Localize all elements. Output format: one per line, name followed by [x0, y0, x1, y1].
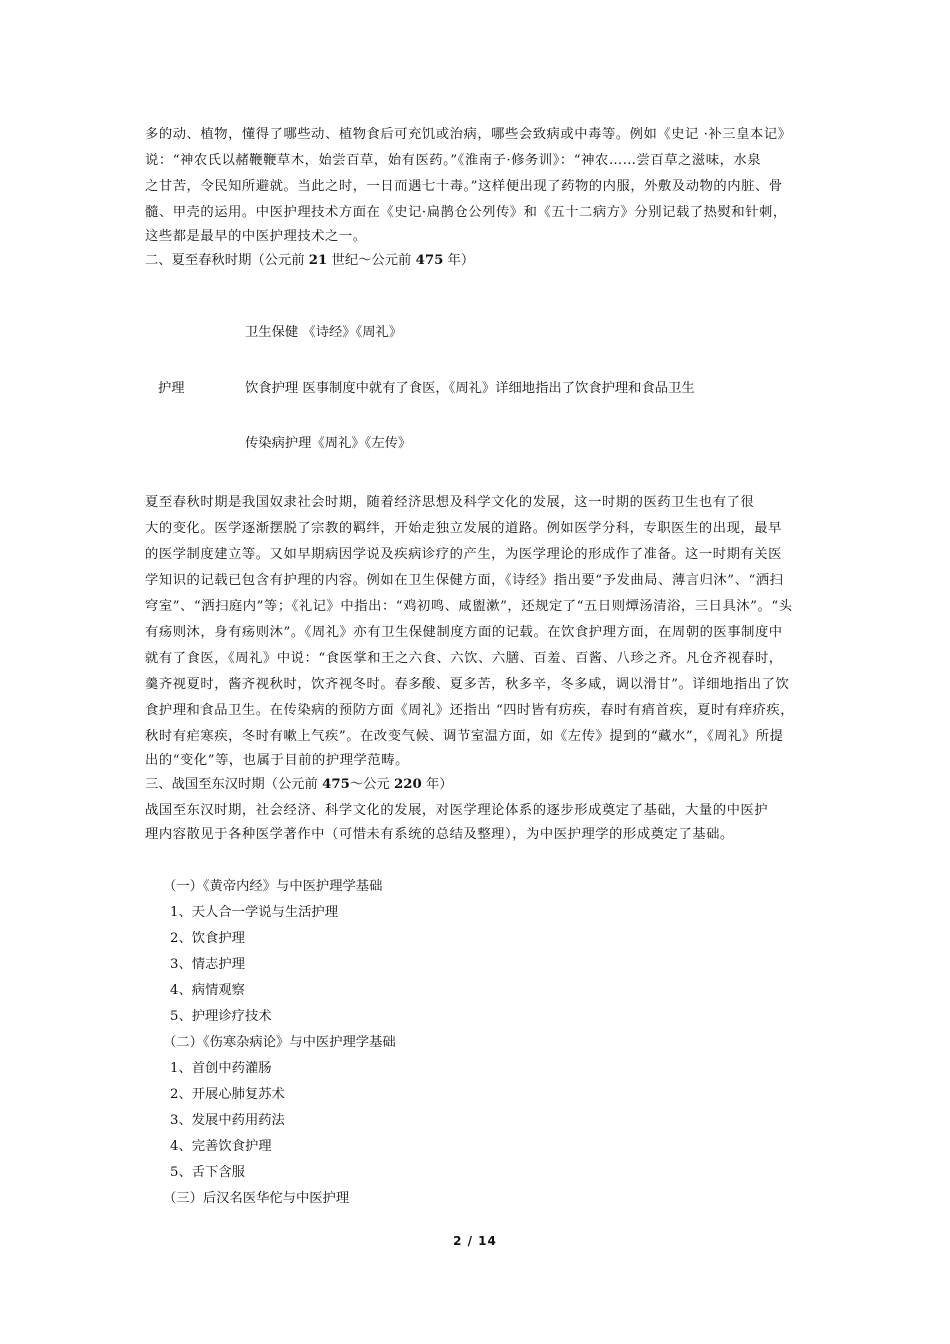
- paragraph-line: 有疡则沐，身有疡则沐”。《周礼》亦有卫生保健制度方面的记载。在饮食护理方面，在周朝的医事制度中: [145, 625, 783, 640]
- list-item: 3、情志护理: [170, 957, 245, 972]
- list-item: 2、饮食护理: [170, 931, 245, 946]
- subsection-heading: （一）《黄帝内经》与中医护理学基础: [163, 879, 383, 894]
- paragraph-line: 穹室”、“洒扫庭内”等；《礼记》中指出：“鸡初鸣、咸盥漱”，还规定了“五日则燂汤清浴，三日具沐”。“头: [145, 599, 793, 614]
- list-item: 1、首创中药灌肠: [170, 1061, 272, 1076]
- paragraph-line: 学知识的记载已包含有护理的内容。例如在卫生保健方面，《诗经》指出要“予发曲局、薄言归沐”、“洒扫: [145, 573, 784, 588]
- paragraph-line: 之甘苦，令民知所避就。当此之时，一日而遇七十毒。”这样便出现了药物的内服，外敷及动物的内脏、骨: [145, 179, 783, 194]
- paragraph-line: 髓、甲壳的运用。中医护理技术方面在《史记·扁鹊仓公列传》和《五十二病方》分别记载了热熨和针刺，: [145, 205, 787, 220]
- paragraph-line: 羹齐视夏时，酱齐视秋时，饮齐视冬时。春多酸、夏多苦，秋多辛，冬多咸，调以滑甘”。详细地指出了饮: [145, 677, 790, 692]
- paragraph-line: 多的动、植物，懂得了哪些动、植物食后可充饥或治病，哪些会致病或中毒等。例如《史记 ·补三皇本记》: [145, 127, 792, 142]
- outline-item: 传染病护理《周礼》《左传》: [245, 436, 412, 451]
- paragraph-line: 就有了食医，《周礼》中说：“食医掌和王之六食、六饮、六膳、百羞、百酱、八珍之齐。凡仓齐视春时，: [145, 651, 783, 666]
- subsection-heading: （三）后汉名医华佗与中医护理: [163, 1191, 350, 1206]
- outline-item: 饮食护理 医事制度中就有了食医，《周礼》详细地指出了饮食护理和食品卫生: [245, 381, 695, 396]
- paragraph-line: 夏至春秋时期是我国奴隶社会时期，随着经济思想及科学文化的发展，这一时期的医药卫生也有了很: [145, 495, 755, 510]
- list-item: 3、发展中药用药法: [170, 1113, 285, 1128]
- list-item: 4、病情观察: [170, 983, 245, 998]
- paragraph-line: 秋时有疟寒疾，冬时有嗽上气疾”。在改变气候、调节室温方面，如《左传》提到的“藏水”，《周礼》所提: [145, 729, 784, 744]
- paragraph-line: 说：“神农氏以赭鞭鞭草木，始尝百草，始有医药。”《淮南子·修务训》：“神农……尝百草之滋味，水泉: [145, 153, 762, 168]
- paragraph-line: 出的“变化”等，也属于目前的护理学范畴。: [145, 753, 409, 768]
- paragraph-line: 大的变化。医学逐渐摆脱了宗教的羁绊，开始走独立发展的道路。例如医学分科，专职医生的出现，最早: [145, 521, 782, 536]
- outline-label: 护理: [158, 381, 185, 396]
- paragraph-line: 的医学制度建立等。又如早期病因学说及疾病诊疗的产生，为医学理论的形成作了准备。这一时期有关医: [145, 547, 782, 562]
- page-number: 2 / 14: [453, 1234, 497, 1248]
- paragraph-line: 这些都是最早的中医护理技术之一。: [145, 229, 367, 244]
- list-item: 4、完善饮食护理: [170, 1139, 272, 1154]
- subsection-heading: （二）《伤寒杂病论》与中医护理学基础: [163, 1035, 396, 1050]
- list-item: 5、护理诊疗技术: [170, 1009, 272, 1024]
- outline-item: 卫生保健 《诗经》《周礼》: [245, 325, 403, 340]
- paragraph-line: 战国至东汉时期，社会经济、科学文化的发展，对医学理论体系的逐步形成奠定了基础，大量的中医护: [145, 803, 769, 818]
- paragraph-line: 理内容散见于各种医学著作中（可惜未有系统的总结及整理），为中医护理学的形成奠定了基础。: [145, 827, 734, 842]
- list-item: 5、舌下含服: [170, 1165, 245, 1180]
- list-item: 1、天人合一学说与生活护理: [170, 905, 339, 920]
- list-item: 2、开展心肺复苏术: [170, 1087, 285, 1102]
- section-heading: 二、夏至春秋时期（公元前 21 世纪～公元前 475 年）: [145, 253, 475, 268]
- section-heading: 三、战国至东汉时期（公元前 475～公元 220 年）: [145, 777, 453, 792]
- paragraph-line: 食护理和食品卫生。在传染病的预防方面《周礼》还指出 “四时皆有疠疾，春时有痟首疾，夏时有痒疥疾，: [145, 703, 795, 718]
